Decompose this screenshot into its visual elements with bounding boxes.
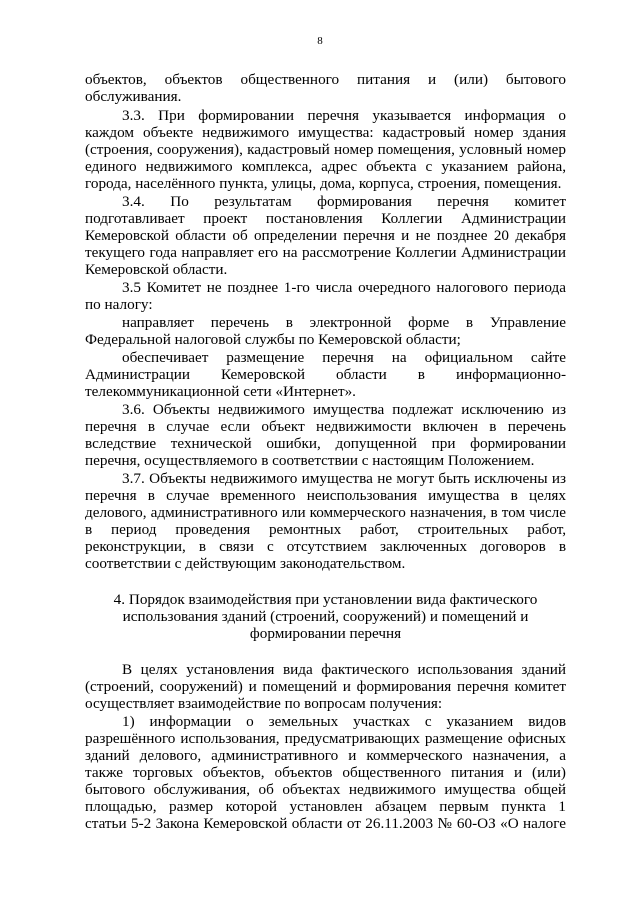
text-line: каждом объекте недвижимого имущества: кадастровый номер здания [85,124,566,141]
text-line: обслуживания. [85,88,182,105]
text-line: подготавливает проект постановления Коллегии Администрации [85,210,566,227]
text-line: (строения, сооружения), кадастровый номер помещения, условный номер [85,141,566,158]
text-line: перечня, осуществляемого в соответствии с настоящим Положением. [85,452,535,469]
text-line: направляет перечень в электронной форме в Управление [122,314,566,331]
text-line: делового, административного или коммерческого назначения, в том числе [85,504,566,521]
text-line: осуществляет взаимодействие по вопросам получения: [85,695,443,712]
text-line: бытового обслуживания, об объектах недвижимого имущества общей [85,781,566,798]
text-line: зданий делового, административного и коммерческого назначения, а [85,747,566,764]
text-line: телекоммуникационной сети «Интернет». [85,383,356,400]
text-line: 3.4. По результатам формирования перечня комитет [122,193,566,210]
section-heading: формировании перечня [249,625,402,642]
text-line: 3.6. Объекты недвижимого имущества подлежат исключению из [122,401,566,418]
text-line: единого недвижимого комплекса, адрес объекта с указанием района, [85,158,566,175]
text-line: также торговых объектов, объектов общественного питания и (или) [85,764,566,781]
text-line: В целях установления вида фактического использования зданий [122,661,566,678]
text-line: вследствие технической ошибки, допущенной при формировании [85,435,566,452]
section-heading: 4. Порядок взаимодействия при установлении вида фактического [113,591,538,608]
text-line: соответствии с действующим законодательством. [85,555,406,572]
text-line: перечня в случае временного неиспользования имущества в целях [85,487,566,504]
text-line: разрешённого использования, предусматривающих размещение офисных [85,730,566,747]
text-line: Администрации Кемеровской области в информационно- [85,366,566,383]
text-line: города, населённого пункта, улицы, дома, корпуса, строения, помещения. [85,175,562,192]
text-line: Федеральной налоговой службы по Кемеровской области; [85,331,461,348]
text-line: (строений, сооружений) и помещений и формирования перечня комитет [85,678,566,695]
text-line: 3.7. Объекты недвижимого имущества не могут быть исключены из [122,470,566,487]
text-line: площадью, размер которой установлен абзацем первым пункта 1 [85,798,566,815]
text-line: объектов, объектов общественного питания и (или) бытового [85,71,566,88]
text-line: текущего года направляет его на рассмотрение Коллегии Администрации [85,244,566,261]
text-line: статьи 5-2 Закона Кемеровской области от 26.11.2003 № 60-ОЗ «О налоге [85,815,566,832]
text-line: перечня в случае если объект недвижимости включен в перечень [85,418,566,435]
text-line: 1) информации о земельных участках с указанием видов [122,713,566,730]
text-line: Кемеровской области. [85,261,228,278]
text-line: обеспечивает размещение перечня на официальном сайте [122,349,566,366]
text-line: реконструкции, в связи с отсутствием заключенных договоров в [85,538,566,555]
text-line: по налогу: [85,296,153,313]
text-line: в период проведения ремонтных работ, строительных работ, [85,521,566,538]
text-line: Кемеровской области об определении перечня и не позднее 20 декабря [85,227,566,244]
text-line: 3.5 Комитет не позднее 1-го числа очередного налогового периода [122,279,566,296]
page-number: 8 [317,35,323,47]
section-heading: использования зданий (строений, сооружений) и помещений и [122,608,529,625]
text-line: 3.3. При формировании перечня указывается информация о [122,107,566,124]
